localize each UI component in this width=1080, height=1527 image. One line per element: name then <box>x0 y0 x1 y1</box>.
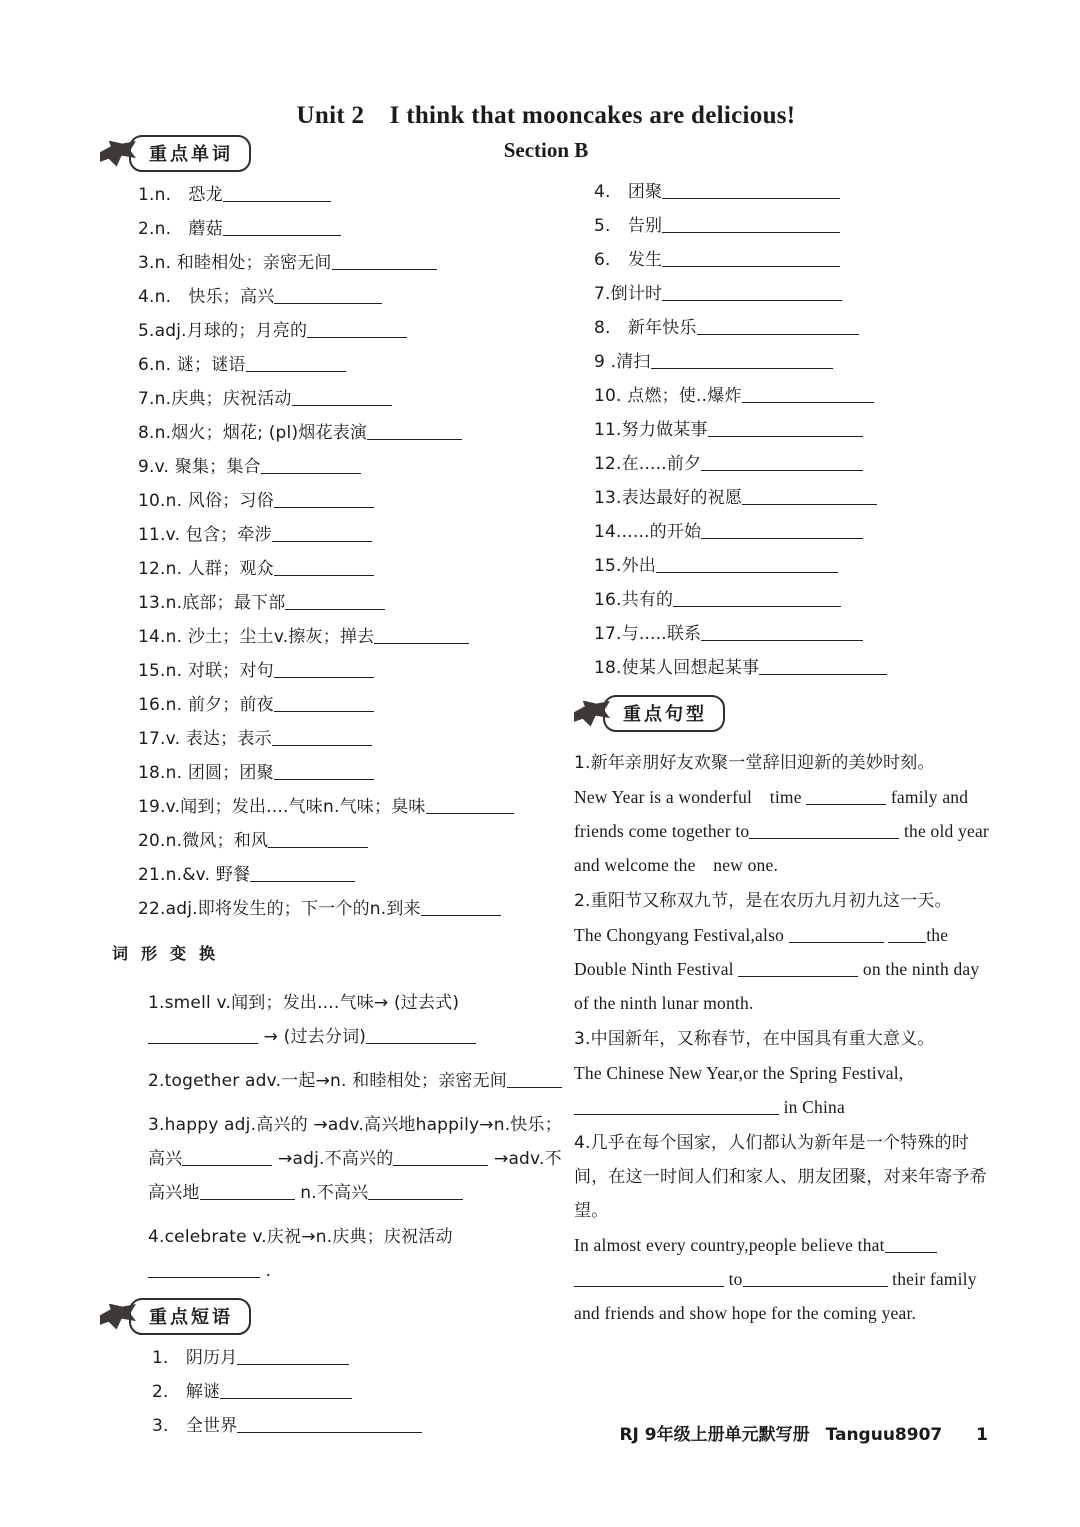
word-item <box>138 762 562 784</box>
item-label: 8.n.烟火；烟花; (pl)烟花表演 <box>138 423 368 443</box>
word-item <box>152 1415 562 1437</box>
key-sentences-list <box>574 746 992 1330</box>
segment-text: 2.together adv.一起→n. 和睦相处；亲密无间 <box>148 1071 508 1091</box>
blank-line <box>366 1030 476 1044</box>
item-label: 16.共有的 <box>594 590 674 610</box>
blank-line <box>701 457 863 471</box>
segment-text: family and friends come together to <box>574 787 969 841</box>
word-item <box>138 524 562 546</box>
blank-line <box>789 929 884 943</box>
blank-line <box>738 963 858 977</box>
segment-text: on the ninth day of the ninth lunar month. <box>574 959 980 1013</box>
segment-text: →adv.不高兴地 <box>148 1149 562 1203</box>
segment-text: the Double Ninth Festival <box>574 925 949 979</box>
item-label: 12.在.....前夕 <box>594 454 702 474</box>
sentence-item <box>574 884 992 1020</box>
blank-line <box>421 902 501 916</box>
blank-line <box>662 185 840 199</box>
word-item <box>594 521 992 543</box>
page-subtitle: Section B <box>503 138 589 162</box>
blank-line <box>885 1239 937 1253</box>
blank-line <box>697 321 859 335</box>
blank-line <box>307 324 407 338</box>
item-label: 9.v. 聚集；集合 <box>138 457 261 477</box>
blank-line <box>662 219 840 233</box>
segment-text: 3.happy adj.高兴的 →adv.高兴地happily→n.快乐；高兴 <box>148 1115 562 1169</box>
sentence-chinese: 4.几乎在每个国家，人们都认为新年是一个特殊的时间，在这一时间人们和家人、朋友团聚，对来年寄予希望。 <box>574 1133 987 1221</box>
blank-line <box>274 766 374 780</box>
item-label: 15.n. 对联；对句 <box>138 661 274 681</box>
blank-line <box>274 698 374 712</box>
blank-line <box>200 1186 295 1200</box>
blank-line <box>673 593 841 607</box>
blank-line <box>285 596 385 610</box>
blank-line <box>274 290 382 304</box>
word-item <box>594 317 992 339</box>
sentence-chinese: 1.新年亲朋好友欢聚一堂辞旧迎新的美妙时刻。 <box>574 753 935 773</box>
blank-line <box>426 800 514 814</box>
word-item <box>594 385 992 407</box>
badge-word-forms <box>102 934 562 970</box>
word-item <box>594 181 992 203</box>
item-label: 2.n. 蘑菇 <box>138 219 223 239</box>
blank-line <box>274 562 374 576</box>
word-item <box>138 252 562 274</box>
word-item <box>138 354 562 376</box>
word-item <box>594 283 992 305</box>
item-label: 4. 团聚 <box>594 182 663 202</box>
word-item <box>594 351 992 373</box>
item-label: 5.adj.月球的；月亮的 <box>138 321 308 341</box>
item-label: 11.v. 包含；牵涉 <box>138 525 272 545</box>
word-item <box>138 286 562 308</box>
word-item <box>138 626 562 648</box>
word-item <box>594 215 992 237</box>
item-label: 13.n.底部；最下部 <box>138 593 286 613</box>
blank-line <box>374 630 469 644</box>
segment-text: 1.smell v.闻到；发出....气味→ (过去式) <box>148 993 460 1013</box>
word-form-item <box>148 1220 562 1288</box>
segment-text: In almost every country,people believe that <box>574 1235 885 1255</box>
item-label: 10. 点燃；使..爆炸 <box>594 386 742 406</box>
word-item <box>138 218 562 240</box>
word-item <box>594 249 992 271</box>
item-label: 16.n. 前夕；前夜 <box>138 695 274 715</box>
badge-key-phrases <box>100 1298 562 1335</box>
blank-line <box>237 1351 349 1365</box>
word-item <box>594 487 992 509</box>
blank-line <box>574 1273 724 1287</box>
segment-text: . <box>260 1261 272 1281</box>
item-label: 9 .清扫 <box>594 352 651 372</box>
blank-line <box>250 868 355 882</box>
blank-line <box>651 355 833 369</box>
badge-char: 形 <box>131 934 167 970</box>
segment-text: →adj.不高兴的 <box>272 1149 394 1169</box>
item-label: 10.n. 风俗；习俗 <box>138 491 274 511</box>
blank-line <box>272 528 372 542</box>
blank-line <box>274 494 374 508</box>
word-form-item <box>148 986 562 1054</box>
page-footer <box>619 1420 988 1445</box>
segment-text: their family and friends and show hope for the coming year. <box>574 1269 977 1323</box>
blank-line <box>148 1264 260 1278</box>
blank-line <box>148 1030 258 1044</box>
blank-line <box>806 791 886 805</box>
segment-text: New Year is a wonderful time <box>574 787 807 807</box>
word-item <box>138 388 562 410</box>
item-label: 17.v. 表达；表示 <box>138 729 272 749</box>
item-label: 7.倒计时 <box>594 284 663 304</box>
blank-line <box>237 1419 422 1433</box>
page-title: Unit 2 I think that mooncakes are delicious! <box>296 102 796 129</box>
blank-line <box>749 825 899 839</box>
badge-key-phrases-label: 重点短语 <box>129 1298 251 1335</box>
sentence-english <box>574 780 992 882</box>
segment-text: the old year and welcome the new one. <box>574 821 989 875</box>
key-words-list-right <box>594 181 992 679</box>
footer-book-title: RJ 9年级上册单元默写册 <box>619 1425 810 1445</box>
segment-text: in China <box>779 1097 845 1117</box>
item-label: 14.n. 沙土；尘土v.擦灰；掸去 <box>138 627 375 647</box>
blank-line <box>292 392 392 406</box>
blank-line <box>182 1152 272 1166</box>
blank-line <box>507 1074 562 1088</box>
item-label: 21.n.&v. 野餐 <box>138 865 251 885</box>
blank-line <box>332 256 437 270</box>
segment-text: The Chinese New Year,or the Spring Festival, <box>574 1063 904 1083</box>
blank-line <box>223 188 331 202</box>
blank-line <box>656 559 838 573</box>
item-label: 8. 新年快乐 <box>594 318 697 338</box>
key-sentences-section <box>574 695 992 1330</box>
blank-line <box>246 358 346 372</box>
word-form-item <box>148 1108 562 1210</box>
sentence-english <box>574 918 992 1020</box>
blank-line <box>742 491 877 505</box>
key-phrases-list <box>152 1347 562 1437</box>
item-label: 14......的开始 <box>594 522 702 542</box>
blank-line <box>368 1186 463 1200</box>
blank-line <box>223 222 341 236</box>
word-item <box>138 456 562 478</box>
word-item <box>138 422 562 444</box>
item-label: 3. 全世界 <box>152 1416 238 1436</box>
blank-line <box>742 389 874 403</box>
word-item <box>138 830 562 852</box>
segment-text: The Chongyang Festival,also <box>574 925 789 945</box>
item-label: 1.n. 恐龙 <box>138 185 223 205</box>
item-label: 17.与.....联系 <box>594 624 702 644</box>
item-label: 12.n. 人群；观众 <box>138 559 274 579</box>
blank-line <box>708 423 863 437</box>
footer-brand: Tanguu8907 <box>825 1425 943 1445</box>
item-label: 11.努力做某事 <box>594 420 708 440</box>
item-label: 13.表达最好的祝愿 <box>594 488 743 508</box>
badge-key-sentences-label: 重点句型 <box>603 695 725 732</box>
segment-text: 4.celebrate v.庆祝→n.庆典；庆祝活动 <box>148 1227 453 1247</box>
word-item <box>594 623 992 645</box>
sentence-item <box>574 1022 992 1124</box>
word-item <box>138 898 562 920</box>
blank-line <box>574 1101 779 1115</box>
word-item <box>594 657 992 679</box>
word-item <box>138 660 562 682</box>
segment-text: n.不高兴 <box>294 1183 369 1203</box>
blank-line <box>367 426 462 440</box>
word-item <box>138 558 562 580</box>
word-forms-list <box>148 986 562 1288</box>
word-item <box>138 320 562 342</box>
sentence-chinese: 2.重阳节又称双九节，是在农历九月初九这一天。 <box>574 891 952 911</box>
item-label: 18.使某人回想起某事 <box>594 658 760 678</box>
sentence-item <box>574 1126 992 1330</box>
badge-char: 变 <box>160 934 196 970</box>
word-item <box>138 864 562 886</box>
blank-line <box>701 525 863 539</box>
item-label: 6. 发生 <box>594 250 663 270</box>
blank-line <box>274 664 374 678</box>
blank-line <box>743 1273 888 1287</box>
blank-line <box>662 253 840 267</box>
segment-text: to <box>724 1269 743 1289</box>
sentence-english <box>574 1056 992 1124</box>
item-label: 2. 解谜 <box>152 1382 221 1402</box>
blank-line <box>261 460 361 474</box>
word-item <box>594 589 992 611</box>
sentence-item <box>574 746 992 882</box>
blank-line <box>393 1152 488 1166</box>
item-label: 4.n. 快乐；高兴 <box>138 287 275 307</box>
item-label: 20.n.微风；和风 <box>138 831 269 851</box>
badge-char: 词 <box>102 934 138 970</box>
item-label: 3.n. 和睦相处；亲密无间 <box>138 253 332 273</box>
badge-char: 换 <box>189 934 225 970</box>
item-label: 15.外出 <box>594 556 657 576</box>
blank-line <box>220 1385 352 1399</box>
word-item <box>138 184 562 206</box>
badge-key-words-label: 重点单词 <box>129 135 251 172</box>
item-label: 22.adj.即将发生的；下一个的n.到来 <box>138 899 421 919</box>
right-column <box>574 171 992 1449</box>
word-item <box>594 555 992 577</box>
blank-line <box>701 627 863 641</box>
footer-page-number: 1 <box>976 1425 988 1445</box>
item-label: 6.n. 谜；谜语 <box>138 355 246 375</box>
word-item <box>138 796 562 818</box>
item-label: 1. 阴历月 <box>152 1348 238 1368</box>
blank-line <box>272 732 372 746</box>
word-item <box>138 592 562 614</box>
word-item <box>138 728 562 750</box>
item-label: 19.v.闻到；发出....气味n.气味；臭味 <box>138 797 426 817</box>
sentence-chinese: 3.中国新年，又称春节，在中国具有重大意义。 <box>574 1029 935 1049</box>
badge-word-forms-label <box>102 934 218 970</box>
key-words-list-left <box>138 184 562 920</box>
blank-line <box>268 834 368 848</box>
word-item <box>152 1381 562 1403</box>
item-label: 5. 告别 <box>594 216 663 236</box>
badge-key-sentences <box>574 695 992 732</box>
badge-key-words <box>100 135 562 172</box>
word-item <box>138 490 562 512</box>
sentence-english <box>574 1228 992 1330</box>
blank-line <box>759 661 887 675</box>
word-item <box>594 419 992 441</box>
segment-text: → (过去分词) <box>258 1027 367 1047</box>
item-label: 7.n.庆典；庆祝活动 <box>138 389 292 409</box>
blank-line <box>888 929 926 943</box>
item-label: 18.n. 团圆；团聚 <box>138 763 274 783</box>
word-form-item <box>148 1064 562 1098</box>
word-item <box>138 694 562 716</box>
blank-line <box>662 287 842 301</box>
word-item <box>594 453 992 475</box>
word-item <box>152 1347 562 1369</box>
